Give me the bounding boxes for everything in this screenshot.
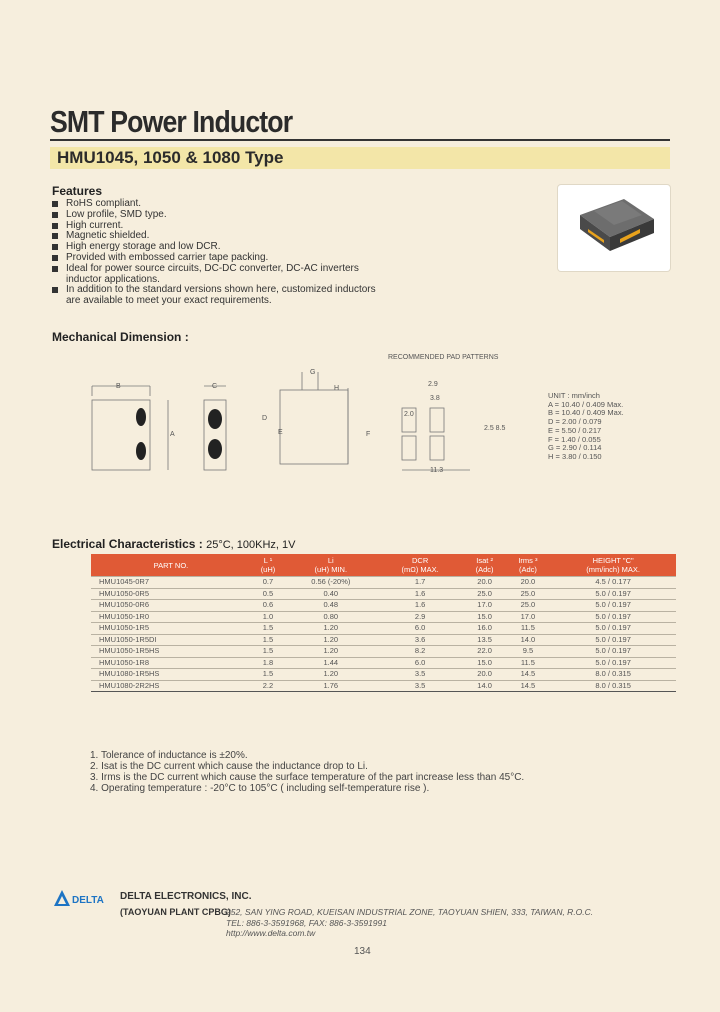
table-cell: 1.20 [323, 634, 339, 644]
bullet-icon [52, 233, 58, 239]
table-cell: 1.8 [262, 657, 274, 667]
feature-item-continued: are available to meet your exact requirements. [66, 295, 272, 307]
table-cell: 1.20 [323, 623, 339, 633]
table-cell: 11.5 [520, 657, 535, 667]
table-cell: 0.56 (-20%) [311, 577, 351, 587]
table-cell: 0.40 [323, 588, 339, 598]
part-number-cell: HMU1050-1R0 [99, 611, 150, 621]
table-row [91, 646, 676, 658]
part-number-cell: HMU1080-1R5HS [99, 669, 160, 679]
table-cell: 1.6 [414, 600, 426, 610]
unit-dimensions: UNIT : mm/inch A = 10.40 / 0.409 Max. B = 10.40 / 0.409 Max. D = 2.00 / 0.079 E = 5.50 / 0.217 F = 1.40 / 0.055 G = 2.90 / 0.114 H = 3.80 / 0.150 [548, 391, 624, 461]
subtitle: HMU1045, 1050 & 1080 Type [57, 148, 284, 167]
dim-label-f: F [366, 431, 371, 438]
part-number-cell: HMU1050-0R5 [99, 588, 150, 598]
column-header: PART NO. [91, 554, 251, 577]
dim-label-e: E [278, 429, 283, 436]
page-title: SMT Power Inductor [50, 104, 293, 139]
features-list [52, 199, 432, 307]
table-cell: 20.0 [477, 577, 492, 587]
table-cell: 0.7 [262, 577, 274, 587]
table-cell: 14.5 [520, 680, 536, 690]
table-cell: 5.0 / 0.197 [595, 600, 631, 610]
table-cell: 5.0 / 0.197 [595, 657, 631, 667]
pad-dim-113: 11.3 [430, 467, 444, 474]
address-block [226, 907, 593, 939]
dim-label-c: C [212, 383, 218, 390]
pad-dim-38: 3.8 [430, 395, 440, 402]
table-cell: 6.0 [414, 623, 426, 633]
pad-dim-258: 2.5 8.5 [484, 425, 506, 432]
page-number: 134 [354, 946, 371, 957]
table-row [91, 634, 676, 646]
table-cell: 3.5 [414, 669, 426, 679]
table-cell: 0.5 [262, 588, 274, 598]
table-cell: 1.20 [323, 669, 339, 679]
table-cell: 5.0 / 0.197 [595, 588, 631, 598]
table-row [91, 669, 676, 681]
bullet-icon [52, 223, 58, 229]
mechanical-heading: Mechanical Dimension : [52, 330, 189, 344]
company-name: DELTA ELECTRONICS, INC. [120, 891, 252, 902]
table-row [91, 657, 676, 669]
table-row [91, 600, 676, 612]
table-cell: 16.0 [477, 623, 492, 633]
column-header: HEIGHT "C" (mm/inch) MAX. [550, 554, 676, 577]
delta-logo [52, 888, 110, 908]
table-cell: 1.0 [262, 611, 274, 621]
bullet-icon [52, 201, 58, 207]
plant-name: (TAOYUAN PLANT CPBG) [120, 907, 231, 917]
logo-text: DELTA [72, 895, 104, 906]
column-header: DCR (mΩ) MAX. [377, 554, 464, 577]
table-cell: 0.48 [323, 600, 339, 610]
table-cell: 1.5 [262, 669, 274, 679]
dim-label-h: H [334, 385, 340, 392]
electrical-table [91, 554, 676, 692]
title-rule [50, 139, 670, 141]
table-cell: 2.2 [262, 680, 274, 690]
table-cell: 15.0 [477, 657, 492, 667]
dimension-drawing [50, 360, 550, 480]
website-link[interactable]: http://www.delta.com.tw [226, 928, 316, 938]
table-cell: 3.5 [414, 680, 426, 690]
note-item: 4. Operating temperature : -20°C to 105°C ( including self-temperature rise ). [90, 783, 430, 794]
part-number-cell: HMU1050-0R6 [99, 600, 150, 610]
table-cell: 14.0 [477, 680, 492, 690]
pad-dim-29: 2.9 [428, 381, 438, 388]
part-number-cell: HMU1080-2R2HS [99, 680, 160, 690]
bullet-icon [52, 287, 58, 293]
table-cell: 5.0 / 0.197 [595, 646, 631, 656]
test-conditions: 25°C, 100KHz, 1V [206, 539, 296, 551]
table-header-row [91, 554, 676, 577]
table-cell: 8.2 [414, 646, 426, 656]
table-cell: 17.0 [477, 600, 492, 610]
table-cell: 17.0 [520, 611, 536, 621]
table-cell: 1.6 [414, 588, 426, 598]
note-item: 1. Tolerance of inductance is ±20%. [90, 750, 248, 761]
feature-item: High energy storage and low DCR. [52, 242, 432, 253]
dim-label-g: G [310, 369, 316, 376]
table-cell: 5.0 / 0.197 [595, 623, 631, 633]
part-number-cell: HMU1050-1R5 [99, 623, 150, 633]
electrical-heading: Electrical Characteristics : 25°C, 100KHz, 1V [52, 537, 296, 551]
features-heading: Features [52, 184, 103, 198]
bullet-icon [52, 244, 58, 250]
note-item: 3. Irms is the DC current which cause the surface temperature of the part increase less than 45°C. [90, 772, 525, 783]
table-cell: 8.0 / 0.315 [595, 669, 631, 679]
part-number-cell: HMU1050-1R5DI [99, 634, 157, 644]
pad-patterns-label: RECOMMENDED PAD PATTERNS [388, 354, 499, 361]
table-cell: 1.44 [323, 657, 339, 667]
inductor-photo [558, 185, 670, 271]
table-cell: 0.80 [323, 611, 339, 621]
table-cell: 0.6 [262, 600, 274, 610]
inductor-image [558, 185, 670, 271]
table-row [91, 588, 676, 600]
dim-label-a: A [170, 431, 175, 438]
pad-dim-20: 2.0 [404, 411, 414, 418]
table-cell: 1.7 [414, 577, 426, 587]
bullet-icon [52, 212, 58, 218]
notes-list [90, 750, 524, 794]
table-cell: 25.0 [520, 600, 536, 610]
table-cell: 9.5 [522, 646, 534, 656]
feature-item: RoHS compliant. [52, 199, 432, 210]
table-cell: 1.5 [262, 623, 274, 633]
table-cell: 8.0 / 0.315 [595, 680, 631, 690]
address: 252, SAN YING ROAD, KUEISAN INDUSTRIAL ZONE, TAOYUAN SHIEN, 333, TAIWAN, R.O.C. [226, 907, 594, 917]
table-cell: 4.5 / 0.177 [595, 577, 631, 587]
table-cell: 25.0 [520, 588, 536, 598]
table-body [91, 577, 676, 692]
feature-item: Ideal for power source circuits, DC-DC converter, DC-AC inverters [52, 264, 432, 275]
column-header: Isat ² (Adc) [464, 554, 506, 577]
note-item: 2. Isat is the DC current which cause the inductance drop to Li. [90, 761, 368, 772]
column-header: L ¹ (uH) [251, 554, 285, 577]
tel-fax: TEL: 886-3-3591968, FAX: 886-3-3591991 [226, 917, 387, 928]
table-row [91, 623, 676, 635]
part-number-cell: HMU1050-1R8 [99, 657, 150, 667]
table-cell: 13.5 [477, 634, 492, 644]
table-cell: 25.0 [477, 588, 492, 598]
dim-label-b: B [116, 383, 121, 390]
table-cell: 6.0 [414, 657, 426, 667]
dim-label-d: D [262, 415, 268, 422]
part-number-cell: HMU1050-1R5HS [99, 646, 160, 656]
column-header: Irms ³ (Adc) [506, 554, 551, 577]
table-cell: 5.0 / 0.197 [595, 634, 631, 644]
table-cell: 1.5 [262, 634, 274, 644]
bullet-icon [52, 266, 58, 272]
column-header: Li (uH) MIN. [285, 554, 377, 577]
table-cell: 2.9 [414, 611, 426, 621]
table-cell: 1.5 [262, 646, 274, 656]
part-number-cell: HMU1045-0R7 [99, 577, 150, 587]
table-cell: 1.20 [323, 646, 339, 656]
feature-item: Magnetic shielded. [52, 231, 432, 242]
feature-item: In addition to the standard versions shown here, customized inductors [52, 285, 432, 296]
table-cell: 11.5 [520, 623, 535, 633]
feature-item: High current. [52, 221, 432, 232]
feature-item: Provided with embossed carrier tape packing. [52, 253, 432, 264]
feature-item-continued: inductor applications. [66, 273, 160, 285]
table-cell: 14.5 [520, 669, 536, 679]
table-cell: 20.0 [520, 577, 536, 587]
feature-item: Low profile, SMD type. [52, 210, 432, 221]
table-row [91, 577, 676, 589]
bullet-icon [52, 255, 58, 261]
table-cell: 5.0 / 0.197 [595, 611, 631, 621]
table-row [91, 611, 676, 623]
table-row [91, 680, 676, 692]
table-cell: 22.0 [477, 646, 492, 656]
table-cell: 3.6 [414, 634, 426, 644]
table-cell: 1.76 [323, 680, 339, 690]
table-cell: 15.0 [477, 611, 492, 621]
table-cell: 20.0 [477, 669, 492, 679]
table-cell: 14.0 [520, 634, 536, 644]
